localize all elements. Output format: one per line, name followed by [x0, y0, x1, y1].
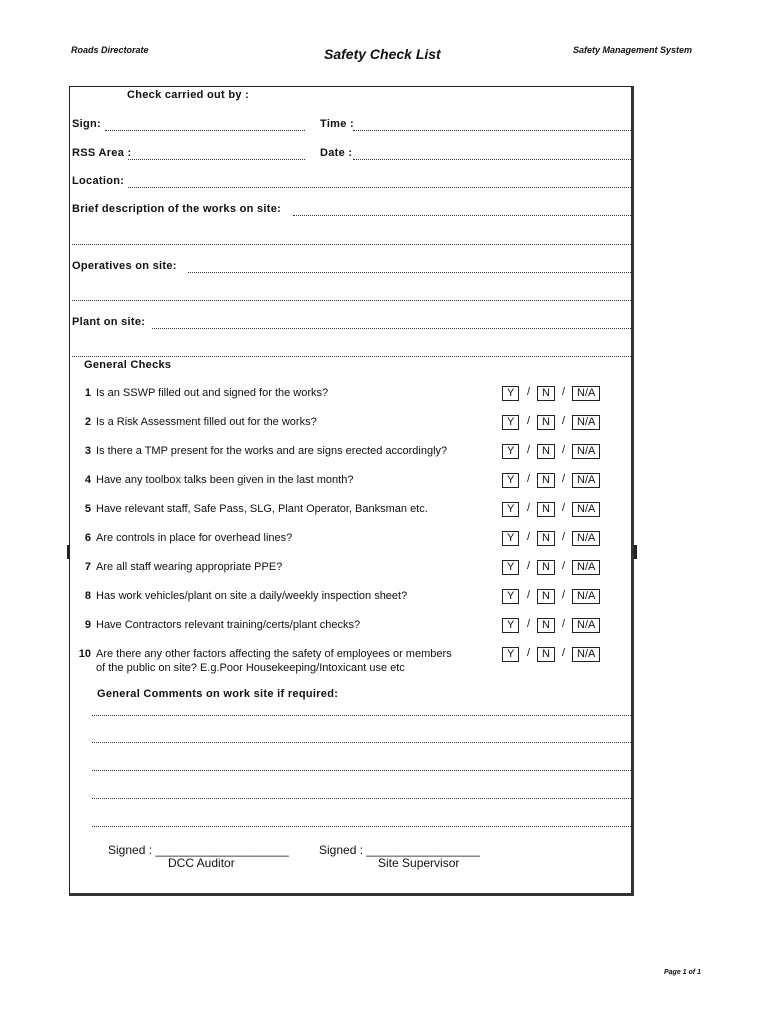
- option-no-box[interactable]: N: [537, 386, 555, 401]
- brief-description-field-line2[interactable]: [72, 244, 633, 245]
- option-separator: /: [527, 589, 531, 601]
- option-yes-box[interactable]: Y: [502, 589, 519, 604]
- location-label: Location:: [72, 175, 125, 187]
- option-yes-box[interactable]: Y: [502, 531, 519, 546]
- rss-area-label: RSS Area :: [72, 147, 132, 159]
- check-number: 10: [78, 648, 91, 660]
- option-yes-box[interactable]: Y: [502, 473, 519, 488]
- signed-supervisor[interactable]: Signed : _________________: [319, 843, 480, 857]
- option-no-box[interactable]: N: [537, 618, 555, 633]
- sign-label: Sign:: [72, 118, 101, 130]
- option-yes-box[interactable]: Y: [502, 415, 519, 430]
- operatives-label: Operatives on site:: [72, 260, 177, 272]
- date-field[interactable]: [353, 159, 633, 160]
- plant-field[interactable]: [152, 328, 633, 329]
- frame-marker-right: [634, 545, 637, 559]
- comment-line-3[interactable]: [92, 770, 633, 771]
- check-number: 2: [84, 416, 91, 428]
- option-separator: /: [527, 444, 531, 456]
- plant-field-line2[interactable]: [72, 356, 633, 357]
- option-na-box[interactable]: N/A: [572, 386, 600, 401]
- option-separator: /: [527, 531, 531, 543]
- comment-line-1[interactable]: [92, 715, 633, 716]
- header-directorate: Roads Directorate: [71, 45, 149, 55]
- option-separator: /: [527, 415, 531, 427]
- check-question: Have any toolbox talks been given in the last month?: [96, 474, 354, 486]
- option-separator: /: [562, 531, 566, 543]
- time-label: Time :: [320, 118, 354, 130]
- frame-marker-left: [67, 545, 70, 559]
- check-question: Are there any other factors affecting the safety of employees or members: [96, 648, 452, 660]
- date-label: Date :: [320, 147, 353, 159]
- option-separator: /: [527, 473, 531, 485]
- option-na-box[interactable]: N/A: [572, 618, 600, 633]
- option-na-box[interactable]: N/A: [572, 589, 600, 604]
- option-no-box[interactable]: N: [537, 444, 555, 459]
- check-question: Is there a TMP present for the works and are signs erected accordingly?: [96, 445, 448, 457]
- check-number: 3: [84, 445, 91, 457]
- option-separator: /: [562, 560, 566, 572]
- option-na-box[interactable]: N/A: [572, 531, 600, 546]
- option-separator: /: [527, 647, 531, 659]
- option-separator: /: [562, 415, 566, 427]
- check-number: 8: [84, 590, 91, 602]
- option-no-box[interactable]: N: [537, 415, 555, 430]
- option-yes-box[interactable]: Y: [502, 618, 519, 633]
- option-no-box[interactable]: N: [537, 589, 555, 604]
- option-no-box[interactable]: N: [537, 473, 555, 488]
- option-separator: /: [562, 473, 566, 485]
- operatives-field[interactable]: [188, 272, 633, 273]
- comment-line-2[interactable]: [92, 742, 633, 743]
- option-separator: /: [527, 502, 531, 514]
- option-yes-box[interactable]: Y: [502, 647, 519, 662]
- option-separator: /: [562, 386, 566, 398]
- operatives-field-line2[interactable]: [72, 300, 633, 301]
- option-no-box[interactable]: N: [537, 531, 555, 546]
- brief-description-label: Brief description of the works on site:: [72, 203, 282, 215]
- check-number: 4: [84, 474, 91, 486]
- check-question: Is an SSWP filled out and signed for the works?: [96, 387, 329, 399]
- check-number: 9: [84, 619, 91, 631]
- general-checks-heading: General Checks: [84, 359, 172, 371]
- comment-line-5[interactable]: [92, 826, 633, 827]
- comment-line-4[interactable]: [92, 798, 633, 799]
- option-yes-box[interactable]: Y: [502, 560, 519, 575]
- option-na-box[interactable]: N/A: [572, 415, 600, 430]
- check-question: Have Contractors relevant training/certs/plant checks?: [96, 619, 361, 631]
- option-na-box[interactable]: N/A: [572, 647, 600, 662]
- option-na-box[interactable]: N/A: [572, 444, 600, 459]
- check-question: Are all staff wearing appropriate PPE?: [96, 561, 283, 573]
- option-separator: /: [562, 589, 566, 601]
- option-separator: /: [562, 647, 566, 659]
- option-no-box[interactable]: N: [537, 502, 555, 517]
- page-title: Safety Check List: [324, 46, 441, 62]
- rss-area-field[interactable]: [128, 159, 305, 160]
- plant-label: Plant on site:: [72, 316, 146, 328]
- option-na-box[interactable]: N/A: [572, 473, 600, 488]
- signed-auditor[interactable]: Signed : ____________________: [108, 843, 289, 857]
- option-separator: /: [527, 618, 531, 630]
- header-system: Safety Management System: [573, 45, 693, 55]
- comments-heading: General Comments on work site if required:: [97, 688, 339, 700]
- check-question: Is a Risk Assessment filled out for the works?: [96, 416, 317, 428]
- check-question-cont: of the public on site? E.g.Poor Housekeeping/Intoxicant use etc: [96, 662, 405, 674]
- check-question: Has work vehicles/plant on site a daily/weekly inspection sheet?: [96, 590, 408, 602]
- brief-description-field[interactable]: [293, 215, 633, 216]
- sign-field[interactable]: [105, 130, 305, 131]
- option-na-box[interactable]: N/A: [572, 560, 600, 575]
- option-separator: /: [562, 502, 566, 514]
- role-supervisor: Site Supervisor: [378, 856, 460, 870]
- option-no-box[interactable]: N: [537, 647, 555, 662]
- location-field[interactable]: [128, 187, 633, 188]
- check-number: 7: [84, 561, 91, 573]
- role-auditor: DCC Auditor: [168, 856, 235, 870]
- check-question: Have relevant staff, Safe Pass, SLG, Plant Operator, Banksman etc.: [96, 503, 428, 515]
- option-yes-box[interactable]: Y: [502, 444, 519, 459]
- option-separator: /: [562, 618, 566, 630]
- time-field[interactable]: [353, 130, 633, 131]
- check-question: Are controls in place for overhead lines?: [96, 532, 293, 544]
- check-number: 6: [84, 532, 91, 544]
- option-separator: /: [527, 560, 531, 572]
- option-yes-box[interactable]: Y: [502, 502, 519, 517]
- option-separator: /: [527, 386, 531, 398]
- check-number: 5: [84, 503, 91, 515]
- option-na-box[interactable]: N/A: [572, 502, 600, 517]
- option-no-box[interactable]: N: [537, 560, 555, 575]
- page-number: Page 1 of 1: [664, 969, 701, 976]
- check-number: 1: [84, 387, 91, 399]
- option-yes-box[interactable]: Y: [502, 386, 519, 401]
- check-carried-out-label: Check carried out by :: [127, 89, 250, 101]
- option-separator: /: [562, 444, 566, 456]
